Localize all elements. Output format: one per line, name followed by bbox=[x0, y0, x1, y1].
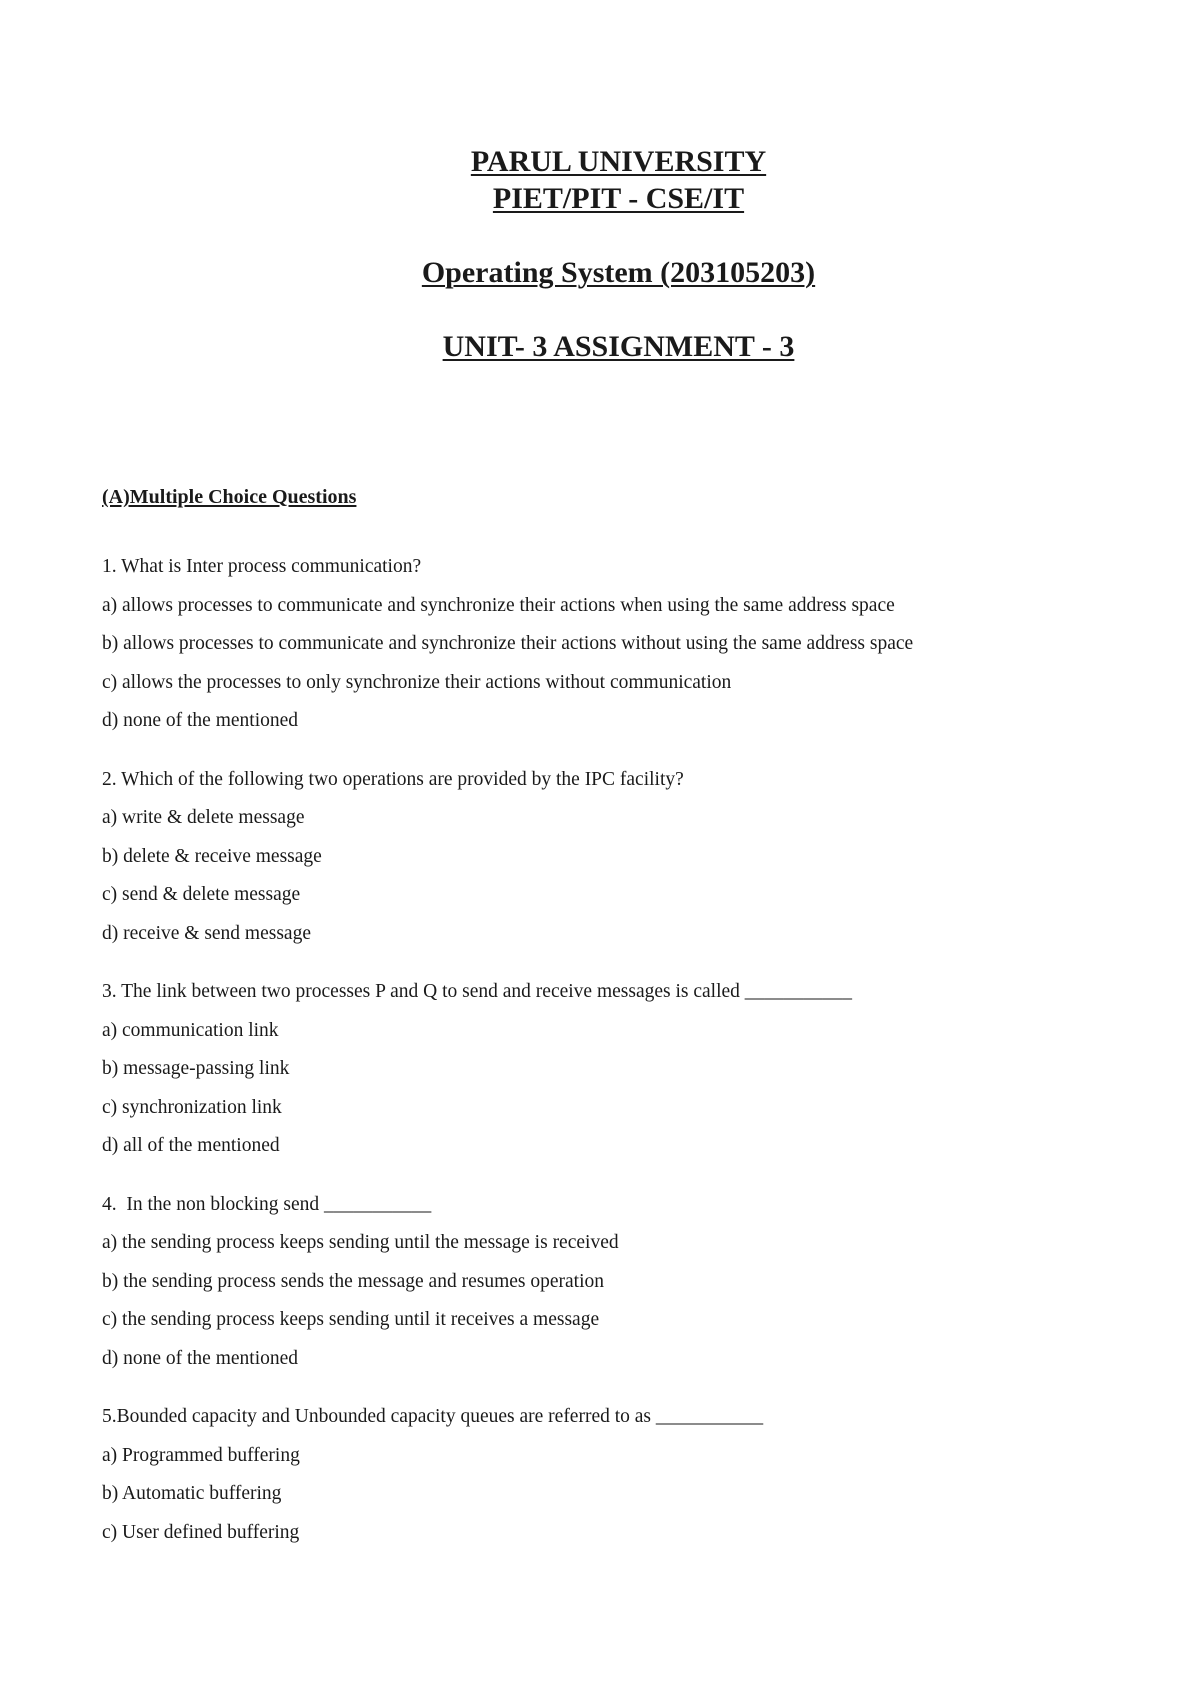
section-title: (A)Multiple Choice Questions bbox=[102, 486, 357, 508]
answer-option: d) all of the mentioned bbox=[102, 1135, 280, 1156]
answer-option: d) none of the mentioned bbox=[102, 710, 299, 731]
answer-option: b) the sending process sends the message and resumes operation bbox=[102, 1270, 604, 1292]
answer-option: a) write & delete message bbox=[102, 807, 305, 828]
question-text: 5.Bounded capacity and Unbounded capacity queues are referred to as ___________ bbox=[102, 1406, 764, 1427]
question-text: 1. What is Inter process communication? bbox=[102, 556, 422, 577]
answer-option: d) none of the mentioned bbox=[102, 1347, 299, 1369]
course-title: Operating System (203105203) bbox=[421, 256, 816, 289]
question-item bbox=[102, 1398, 1102, 1552]
answer-option: b) delete & receive message bbox=[102, 845, 322, 867]
answer-option: a) communication link bbox=[102, 1019, 279, 1041]
answer-option: b) message-passing link bbox=[102, 1058, 290, 1079]
answer-option: c) send & delete message bbox=[102, 884, 301, 905]
university-title: PARUL UNIVERSITY bbox=[470, 145, 767, 178]
institute-title: PIET/PIT - CSE/IT bbox=[492, 182, 745, 215]
answer-option: a) the sending process keeps sending until the message is received bbox=[102, 1232, 619, 1253]
answer-option: a) allows processes to communicate and synchronize their actions when using the same address space bbox=[102, 594, 895, 616]
question-text: 2. Which of the following two operations are provided by the IPC facility? bbox=[102, 768, 684, 790]
question-item bbox=[102, 548, 1102, 741]
answer-option: c) User defined buffering bbox=[102, 1521, 300, 1543]
answer-option: c) allows the processes to only synchronize their actions without communication bbox=[102, 671, 732, 693]
question-text: 4. In the non blocking send ___________ bbox=[102, 1193, 432, 1215]
question-item bbox=[102, 1186, 1102, 1379]
answer-option: b) allows processes to communicate and synchronize their actions without using the same address space bbox=[102, 633, 914, 654]
answer-option: c) synchronization link bbox=[102, 1096, 282, 1118]
answer-option: d) receive & send message bbox=[102, 922, 311, 944]
document-header bbox=[0, 143, 1200, 365]
answer-option: a) Programmed buffering bbox=[102, 1444, 300, 1466]
question-item bbox=[102, 973, 1102, 1166]
question-text: 3. The link between two processes P and Q to send and receive messages is called ___________ bbox=[102, 981, 853, 1002]
question-item bbox=[102, 761, 1102, 954]
answer-option: c) the sending process keeps sending until it receives a message bbox=[102, 1309, 600, 1330]
assignment-title: UNIT- 3 ASSIGNMENT - 3 bbox=[442, 330, 795, 363]
question-list bbox=[102, 548, 1102, 1572]
answer-option: b) Automatic buffering bbox=[102, 1483, 282, 1504]
